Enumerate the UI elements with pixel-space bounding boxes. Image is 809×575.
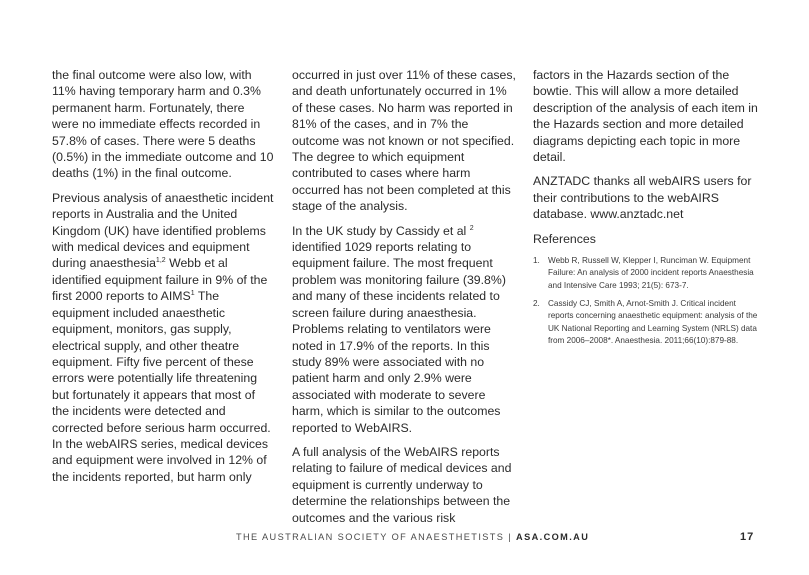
text: The equipment included anaesthetic equipment, monitors, gas supply, electrical supply, and other theatre equipment. Fifty five percent of these errors were potentially life threatening but fortunately it appears that most of the incidents were detected and corrected before serious harm occurred. In the webAIRS series, medical devices and equipment were involved in 12% of the incidents reported, but harm only: [52, 289, 271, 484]
paragraph: ANZTADC thanks all webAIRS users for their contributions to the webAIRS database. www.anztadc.net: [533, 174, 752, 222]
reference-item: [533, 298, 763, 347]
footer-text: [236, 532, 589, 542]
references-list: [533, 255, 763, 347]
citation: 1,2: [155, 257, 166, 265]
separator: |: [504, 532, 517, 542]
paragraph: factors in the Hazards section of the bowtie. This will allow a more detailed description of the analysis of each item in the Hazards section and more detailed diagrams depicting each topic in more detail.: [533, 68, 758, 165]
column-1: [52, 67, 274, 493]
paragraph: occurred in just over 11% of these cases, and death unfortunately occurred in 1% of these cases. No harm was reported in 81% of the cases, and in 7% the outcome was not known or not specified. The degree to which equipment contributed to cases where harm occurred has not been completed at this stage of the analysis.: [292, 68, 516, 214]
website-link[interactable]: ASA.COM.AU: [516, 532, 590, 542]
reference-number: 1.: [533, 256, 540, 266]
reference-text: Cassidy CJ, Smith A, Arnot-Smith J. Critical incident reports concerning anaesthetic equipment: analysis of the UK National Reporting and Learning System (NRLS) data from 2006–2008*. Anaesthesia. 2011;66(10):879-88.: [548, 298, 758, 345]
page-number: 17: [740, 531, 755, 543]
column-3: [533, 67, 763, 353]
society-name: THE AUSTRALIAN SOCIETY OF ANAESTHETISTS: [236, 532, 505, 542]
text: In the UK study by Cassidy et al: [292, 223, 467, 238]
text: identified 1029 reports relating to equipment failure. The most frequent problem was monitoring failure (39.8%) and many of these incidents related to screen failure during anaesthesia. Problems relating to ventilators were noted in 17.9% of the reports. In this study 89% were associated with no patient harm and only 2.9% were associated with moderate to severe harm, which is similar to the outcomes reported to WebAIRS.: [292, 240, 506, 435]
paragraph: [52, 190, 274, 485]
citation: 1: [190, 290, 195, 298]
reference-number: 2.: [533, 298, 540, 308]
references-heading: References: [533, 231, 596, 246]
text: Previous analysis of anaesthetic incident reports in Australia and the United Kingdom (UK) have identified problems with medical devices and equipment during anaesthesia: [52, 190, 274, 271]
citation: 2: [469, 224, 474, 232]
paragraph: A full analysis of the WebAIRS reports relating to failure of medical devices and equipment is currently underway to determine the relationships between the outcomes and the various risk: [292, 444, 512, 525]
column-2: [292, 67, 516, 534]
reference-text: Webb R, Russell W, Klepper I, Runciman W. Equipment Failure: An analysis of 2000 incident reports Anaesthesia and Intensive Care 1993; 21(5): 673-7.: [548, 256, 754, 290]
paragraph: the final outcome were also low, with 11% having temporary harm and 0.3% permanent harm. Fortunately, there were no immediate effects recorded in 57.8% of cases. There were 5 deaths (0.5%) in the immediate outcome and 10 deaths (1%) in the final outcome.: [52, 68, 274, 181]
paragraph: [292, 223, 516, 436]
reference-item: [533, 255, 763, 292]
page-footer: [0, 532, 809, 546]
text: Webb et al identified equipment failure in 9% of the first 2000 reports to AIMS: [52, 256, 268, 304]
